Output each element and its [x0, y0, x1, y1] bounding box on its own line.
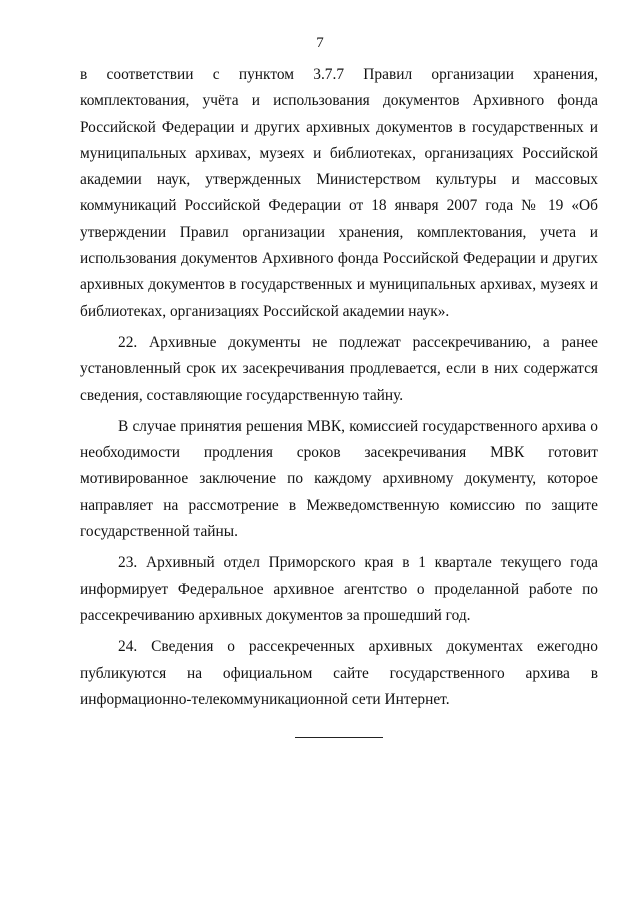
paragraph-item-23: 23. Архивный отдел Приморского края в 1 квартале текущего года информирует Федеральное архивное агентство о проделанной работе по рассекречиванию архивных документов за прошедший год.	[80, 554, 598, 624]
end-of-document-rule	[295, 737, 383, 738]
paragraph-continuation: в соответствии с пунктом 3.7.7 Правил организации хранения, комплектования, учёта и использования документов Архивного фонда Российской Федерации и других архивных документов в государственных и муниципальных архивах, музеях и библиотеках, организациях Российской академии наук, утвержденных Министерством культуры и массовых коммуникаций Российской Федерации от 18 января 2007 года № 19 «Об утверждении Правил организации хранения, комплектования, учета и использования документов Архивного фонда Российской Федерации и других архивных документов в государственных и муниципальных архивах, музеях и библиотеках, организациях Российской академии наук».	[80, 66, 598, 320]
paragraph-item-22-continuation: В случае принятия решения МВК, комиссией государственного архива о необходимости продления сроков засекречивания МВК готовит мотивированное заключение по каждому архивному документу, которое направляет на рассмотрение в Межведомственную комиссию по защите государственной тайны.	[80, 417, 598, 541]
page-number: 7	[316, 35, 324, 51]
paragraph-item-24: 24. Сведения о рассекреченных архивных документах ежегодно публикуются на официальном сайте государственного архива в информационно-телекоммуникационной сети Интернет.	[80, 638, 598, 708]
document-body	[80, 62, 598, 718]
paragraph-item-22: 22. Архивные документы не подлежат рассекречиванию, а ранее установленный срок их засекречивания продлевается, если в них содержатся сведения, составляющие государственную тайну.	[80, 333, 598, 404]
